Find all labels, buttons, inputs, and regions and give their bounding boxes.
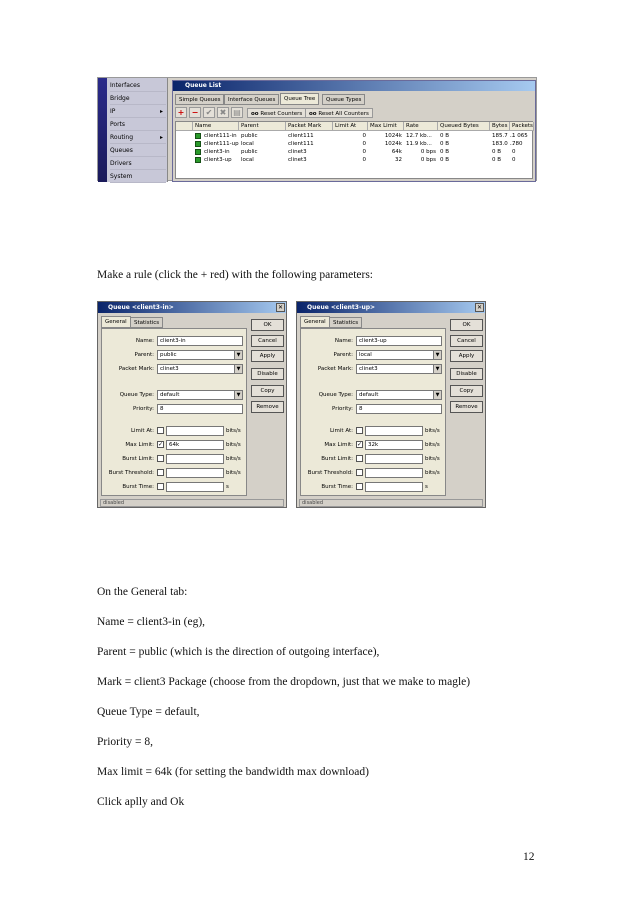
table-header-parent[interactable]: Parent: [239, 122, 286, 131]
queue-type-value: default: [359, 392, 379, 398]
priority-label: Priority:: [331, 406, 353, 412]
table-cell-bytes: 0 B: [492, 149, 502, 155]
sidebar-item-label: Drivers: [110, 160, 132, 167]
remove-button[interactable]: Remove: [251, 401, 284, 413]
max-limit-checkbox[interactable]: ✓: [158, 441, 164, 448]
queue-list-window: [172, 80, 536, 182]
burst-time-checkbox[interactable]: [356, 483, 363, 490]
chevron-down-icon[interactable]: ▼: [433, 365, 441, 373]
status-bar: disabled: [299, 499, 483, 507]
instruction-mark: Mark = client3 Package (choose from the dropdown, just that we make to magle): [97, 676, 471, 688]
sidebar-item-label: IP: [110, 108, 116, 115]
packet-mark-label: Packet Mark:: [317, 366, 353, 372]
table-cell-bytes: 185.7 ...: [492, 133, 515, 139]
queue-icon: [195, 149, 201, 155]
apply-button[interactable]: Apply: [450, 350, 483, 362]
burst-time-input[interactable]: [365, 482, 423, 492]
queue-list-screenshot: [97, 77, 537, 181]
sidebar-item-ports[interactable]: [110, 119, 166, 131]
parent-select[interactable]: [157, 350, 243, 360]
instruction-max-limit: Max limit = 64k (for setting the bandwidth max download): [97, 766, 369, 778]
ok-button[interactable]: OK: [251, 319, 284, 331]
table-cell-bytes: 0 B: [492, 157, 502, 163]
window-title: Queue List: [173, 81, 535, 91]
chevron-down-icon[interactable]: ▼: [433, 391, 441, 399]
table-cell-limit-at: 0: [362, 157, 366, 163]
general-tab-heading: On the General tab:: [97, 586, 188, 598]
queue-tree-table: [175, 121, 533, 179]
ok-button[interactable]: OK: [450, 319, 483, 331]
page-number: 12: [523, 851, 535, 863]
reset-counters-button[interactable]: [247, 108, 306, 118]
limit-at-unit: bits/s: [425, 428, 440, 434]
table-header-name[interactable]: Name: [193, 122, 239, 131]
name-input[interactable]: client3-in: [157, 336, 243, 346]
burst-time-label: Burst Time:: [122, 484, 154, 490]
burst-threshold-unit: bits/s: [226, 470, 241, 476]
tab-queue-tree[interactable]: Queue Tree: [280, 93, 319, 105]
parent-label: Parent:: [333, 352, 353, 358]
limit-at-unit: bits/s: [226, 428, 241, 434]
table-cell-parent: local: [241, 157, 254, 163]
instruction-name: Name = client3-in (eg),: [97, 616, 206, 628]
sidebar-item-label: System: [110, 173, 133, 180]
priority-input[interactable]: 8: [356, 404, 442, 414]
dialog-title: Queue <client3-up>: [297, 302, 485, 313]
intro-text: Make a rule (click the + red) with the following parameters:: [97, 269, 373, 281]
reset-counters-label: Reset Counters: [260, 111, 303, 117]
parent-value: public: [160, 352, 177, 358]
sidebar-item-drivers[interactable]: [110, 158, 166, 170]
burst-threshold-input[interactable]: [166, 468, 224, 478]
submenu-arrow-icon: ▸: [159, 134, 163, 141]
queue-icon: [195, 133, 201, 139]
priority-input[interactable]: 8: [157, 404, 243, 414]
limit-at-label: Limit At:: [130, 428, 154, 434]
tab-queue-types[interactable]: Queue Types: [322, 94, 365, 105]
table-header-limit-at[interactable]: Limit At: [333, 122, 368, 131]
filter-button[interactable]: ▤: [231, 107, 243, 118]
limit-at-input[interactable]: [166, 426, 224, 436]
copy-button[interactable]: Copy: [251, 385, 284, 397]
enable-button[interactable]: ✔: [203, 107, 215, 118]
chevron-down-icon[interactable]: ▼: [234, 391, 242, 399]
name-label: Name:: [334, 338, 353, 344]
burst-time-input[interactable]: [166, 482, 224, 492]
table-header-packet-mark[interactable]: Packet Mark: [286, 122, 333, 131]
table-cell-packets: 0: [512, 157, 516, 163]
table-header-packets[interactable]: Packets: [512, 123, 533, 129]
table-cell-name[interactable]: client3-in: [204, 149, 230, 155]
tab-general[interactable]: General: [300, 316, 330, 328]
sidebar-item-routing[interactable]: [110, 132, 166, 144]
table-cell-parent: local: [241, 141, 254, 147]
table-cell-max-limit: 1024k: [384, 141, 402, 147]
parent-select[interactable]: [356, 350, 442, 360]
table-header-check: [176, 122, 193, 131]
queue-dialog-client3-in: [97, 301, 287, 508]
toolbar: [175, 106, 533, 120]
queue-type-label: Queue Type:: [318, 392, 353, 398]
table-cell-rate: 12.7 kb...: [406, 133, 432, 139]
table-cell-packets: 0: [512, 149, 516, 155]
table-cell-packets: 1 065: [512, 133, 528, 139]
burst-time-label: Burst Time:: [321, 484, 353, 490]
table-cell-parent: public: [241, 133, 258, 139]
add-button[interactable]: +: [175, 107, 187, 118]
tab-statistics[interactable]: Statistics: [130, 317, 163, 328]
sidebar-item-label: Ports: [110, 121, 126, 128]
queue-icon: [195, 141, 201, 147]
instruction-click: Click aplly and Ok: [97, 796, 185, 808]
submenu-arrow-icon: ▸: [159, 108, 163, 115]
table-header-rate[interactable]: Rate: [404, 122, 438, 131]
table-header-queued-bytes[interactable]: Queued Bytes: [438, 122, 490, 131]
sidebar-item-ip[interactable]: [110, 106, 166, 118]
table-cell-rate: 0 bps: [420, 157, 436, 163]
table-cell-packet-mark: clinet3: [288, 157, 307, 163]
queue-icon: [195, 157, 201, 163]
burst-threshold-label: Burst Threshold:: [307, 470, 353, 476]
table-cell-max-limit: 64k: [391, 149, 402, 155]
burst-threshold-checkbox[interactable]: [356, 469, 363, 476]
tab-general[interactable]: General: [101, 316, 131, 328]
disable-button[interactable]: Disable: [251, 368, 284, 380]
reset-all-counters-button[interactable]: [305, 108, 373, 118]
table-cell-name[interactable]: client3-up: [204, 157, 232, 163]
parent-value: local: [359, 352, 372, 358]
max-limit-input[interactable]: 32k: [365, 440, 423, 450]
priority-label: Priority:: [132, 406, 154, 412]
sidebar-item-label: Interfaces: [110, 82, 140, 89]
table-cell-packets: 780: [512, 141, 523, 147]
sidebar-item-system[interactable]: [110, 171, 166, 183]
chevron-down-icon[interactable]: ▼: [234, 365, 242, 373]
table-cell-packet-mark: client111: [288, 141, 314, 147]
limit-at-checkbox[interactable]: [356, 427, 363, 434]
burst-threshold-checkbox[interactable]: [157, 469, 164, 476]
instruction-queue-type: Queue Type = default,: [97, 706, 200, 718]
table-cell-limit-at: 0: [362, 133, 366, 139]
limit-at-label: Limit At:: [329, 428, 353, 434]
table-cell-packet-mark: clinet3: [288, 149, 307, 155]
instruction-parent: Parent = public (which is the direction of outgoing interface),: [97, 646, 380, 658]
name-label: Name:: [135, 338, 154, 344]
general-panel: [101, 328, 247, 496]
sidebar-brand-strip: [98, 78, 107, 182]
packet-mark-select[interactable]: [356, 364, 442, 374]
disable-button[interactable]: ✖: [217, 107, 229, 118]
packet-mark-label: Packet Mark:: [118, 366, 154, 372]
burst-limit-checkbox[interactable]: [157, 455, 164, 462]
table-cell-name[interactable]: client111-up: [204, 141, 239, 147]
burst-threshold-unit: bits/s: [425, 470, 440, 476]
table-cell-queued-bytes: 0 B: [440, 141, 450, 147]
copy-button[interactable]: Copy: [450, 385, 483, 397]
remove-button[interactable]: −: [189, 107, 201, 118]
burst-limit-unit: bits/s: [425, 456, 440, 462]
table-cell-queued-bytes: 0 B: [440, 149, 450, 155]
table-cell-bytes: 183.0 ...: [492, 141, 515, 147]
disable-button[interactable]: Disable: [450, 368, 483, 380]
table-cell-parent: public: [241, 149, 258, 155]
chevron-down-icon[interactable]: ▼: [234, 351, 242, 359]
table-cell-limit-at: 0: [362, 149, 366, 155]
table-cell-rate: 0 bps: [420, 149, 436, 155]
close-icon[interactable]: ✕: [476, 304, 483, 311]
burst-limit-label: Burst Limit:: [321, 456, 353, 462]
table-cell-rate: 11.9 kb...: [406, 141, 432, 147]
queue-type-select[interactable]: [356, 390, 442, 400]
name-input[interactable]: client3-up: [356, 336, 442, 346]
reset-all-counters-label: Reset All Counters: [318, 111, 369, 117]
apply-button[interactable]: Apply: [251, 350, 284, 362]
tab-interface-queues[interactable]: Interface Queues: [224, 94, 279, 105]
chevron-down-icon[interactable]: ▼: [433, 351, 441, 359]
max-limit-unit: bits/s: [226, 442, 241, 448]
table-cell-max-limit: 32: [395, 157, 402, 163]
max-limit-checkbox[interactable]: ✓: [357, 441, 363, 448]
table-cell-packet-mark: client111: [288, 133, 314, 139]
table-header-max-limit[interactable]: Max Limit: [368, 122, 404, 131]
table-cell-name[interactable]: client111-in: [204, 133, 237, 139]
sidebar-menu: [98, 78, 168, 182]
burst-limit-unit: bits/s: [226, 456, 241, 462]
dialog-title: Queue <client3-in>: [98, 302, 286, 313]
burst-limit-input[interactable]: [365, 454, 423, 464]
limit-at-input[interactable]: [365, 426, 423, 436]
queue-type-label: Queue Type:: [119, 392, 154, 398]
burst-time-unit: s: [226, 484, 229, 490]
table-cell-limit-at: 0: [362, 141, 366, 147]
burst-limit-checkbox[interactable]: [356, 455, 363, 462]
cancel-button[interactable]: Cancel: [450, 335, 483, 347]
table-cell-queued-bytes: 0 B: [440, 157, 450, 163]
burst-time-unit: s: [425, 484, 428, 490]
sidebar-item-label: Queues: [110, 147, 133, 154]
packet-mark-value: clinet3: [359, 366, 378, 372]
burst-threshold-label: Burst Threshold:: [108, 470, 154, 476]
queue-type-value: default: [160, 392, 180, 398]
tab-statistics[interactable]: Statistics: [329, 317, 362, 328]
status-bar: disabled: [100, 499, 284, 507]
sidebar-item-label: Bridge: [110, 95, 130, 102]
packet-mark-value: clinet3: [160, 366, 179, 372]
counter-icon: oo: [309, 111, 317, 117]
instruction-priority: Priority = 8,: [97, 736, 154, 748]
sidebar-item-label: Routing: [110, 134, 134, 141]
max-limit-label: Max Limit:: [125, 442, 154, 448]
close-icon[interactable]: ✕: [277, 304, 284, 311]
max-limit-input[interactable]: 64k: [166, 440, 224, 450]
remove-button[interactable]: Remove: [450, 401, 483, 413]
sidebar-item-bridge[interactable]: [110, 93, 166, 105]
sidebar-item-queues[interactable]: [110, 145, 166, 157]
tab-simple-queues[interactable]: Simple Queues: [175, 94, 224, 105]
general-panel: [300, 328, 446, 496]
cancel-button[interactable]: Cancel: [251, 335, 284, 347]
burst-threshold-input[interactable]: [365, 468, 423, 478]
max-limit-unit: bits/s: [425, 442, 440, 448]
table-header-bytes[interactable]: Bytes: [490, 122, 510, 131]
queue-type-select[interactable]: [157, 390, 243, 400]
table-cell-queued-bytes: 0 B: [440, 133, 450, 139]
sidebar-item-interfaces[interactable]: [110, 80, 166, 92]
table-cell-max-limit: 1024k: [384, 133, 402, 139]
limit-at-checkbox[interactable]: [157, 427, 164, 434]
max-limit-label: Max Limit:: [324, 442, 353, 448]
parent-label: Parent:: [134, 352, 154, 358]
packet-mark-select[interactable]: [157, 364, 243, 374]
queue-dialog-client3-up: [296, 301, 486, 508]
burst-time-checkbox[interactable]: [157, 483, 164, 490]
counter-icon: oo: [251, 111, 259, 117]
burst-limit-input[interactable]: [166, 454, 224, 464]
burst-limit-label: Burst Limit:: [122, 456, 154, 462]
